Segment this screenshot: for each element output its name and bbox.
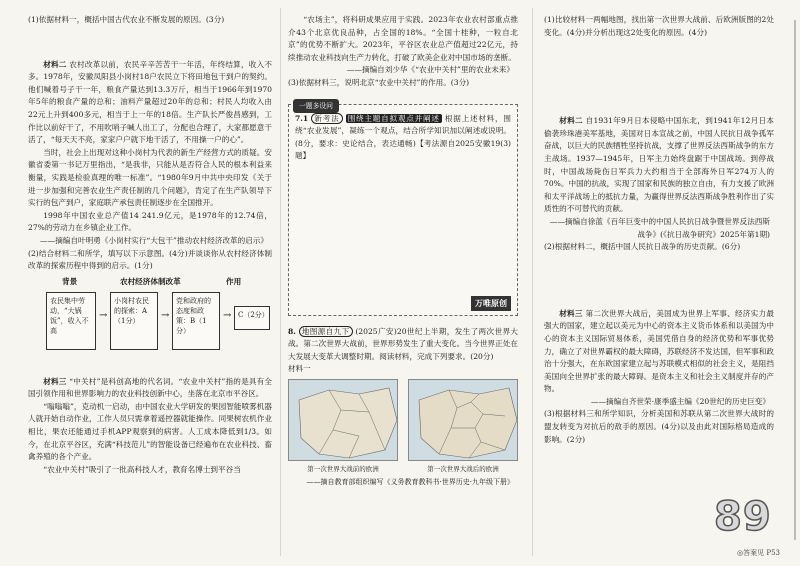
material-3-war-source: ——摘编自齐世荣·康季盛主编《20世纪的历史巨变》 [590, 396, 770, 406]
flow-box-b: 党和政府的态度和政策：B（1分） [172, 292, 220, 350]
material-1-label: 材料一 [288, 364, 311, 374]
flow-box-background: 农民集中劳动，“大锅饭”，收入不高 [46, 292, 96, 350]
question-8-text: (2025广安)20世纪上半期，发生了两次世界大战。第二次世界大战前，世界形势发生了重大变化。当今世界正处在大发展大变革大调整时期。阅读材料，完成下列要求。(20分) [288, 326, 519, 361]
map-after-war [408, 379, 518, 476]
flow-box-a: 小岗村农民的探索：A（1分） [110, 292, 158, 350]
right-column [544, 14, 774, 446]
material-3-war-label: 材料三 [559, 308, 583, 318]
question-8-2: (2)根据材料二，概括中国人民抗日战争的历史贡献。(6分) [544, 242, 741, 252]
brand-badge: 万唯原创 [471, 296, 511, 311]
question-8 [288, 326, 518, 364]
material-2-label: 材料二 [43, 59, 67, 69]
question-7-1 [295, 113, 511, 163]
question-8-1: (1)比较材料一两幅地图，找出第一次世界大战前、后欧洲版图的2处变化。(4分)并分析出现这2处变化的原因。(4分) [544, 15, 774, 37]
material-2-war [544, 115, 774, 216]
answer-reference: ◎答案见 P53 [737, 549, 780, 557]
box-tag: 一题多设问 [293, 99, 339, 114]
material-3-text: “中关村”是科创高地的代名词。“农业中关村”指的是具有全国引领作用和世界影响力的农业科技创新中心，坐落在北京市平谷区。 [28, 376, 273, 399]
map-before-war [288, 379, 398, 476]
material-2-war-text: 自1931年9月日本侵略中国东北，到1941年12月日本偷袭珍珠港美军基地，美国对日本宣战之前，中国人民抗日战争孤军奋战，以巨大的民族牺牲坚持抗战，支撑了世界反法西斯战争的东方主战场。1937—1945年，日军主力始终盘踞于中国战场。到停战时，中国战场毙伤日军兵力大约相当于全部海外日军274万人的70%。中国的抗战，实现了国家和民族的独立自由，有力支援了欧洲和太平洋战场上的抵抗力量，为赢得世界反法西斯战争胜利作出了实质性的不可替代的贡献。 [544, 116, 774, 214]
map-source: ——摘自教育部组织编写《义务教育教科书·世界历史·九年级下册》 [306, 477, 514, 486]
europe-map-post-ww1 [408, 379, 518, 461]
question-3: (3)依据材料三，说明北京“农业中关村”的作用。(3分) [288, 77, 470, 87]
flow-header-reform: 农村经济体制改革 [120, 276, 181, 286]
map-pair [288, 379, 518, 476]
material-2-paragraph-2: 当时，社会上出现对这种小岗村为代表的新生产经营方式的质疑。安徽省委第一书记万里指出，“是我非，只能从是否符合人民的根本利益来衡量，实践是检验真理的唯一标准”。“1980年9月中共中央印发《关于进一步加强和完善农业生产责任制的几个问题》，肯定了在生产队领导下实行的包产到户，家庭联产承包责任制逐步在全国推开。 [28, 147, 272, 208]
material-3-paragraph-2: “嗡嗡嗡”，克动机一启动，由中国农业大学研发的果园智能喷雾机器人就开始自动作业，工作人员只需拿着遥控器就能操作。同果树农机作业相比，果农还能通过手机APP观察到的病害。人工成本降低到1/3。如今，在北京平谷区，充满“科技范儿”的智能设备已经遍布在农业科技、畜禽养殖的各个产业。 [28, 401, 272, 462]
material-3-war [544, 308, 774, 396]
topic-highlight: 围绕主题自拟观点并阐述 [347, 113, 440, 123]
column-divider [532, 8, 533, 556]
map-caption-before: 第一次世界大战前的欧洲 [307, 464, 379, 473]
material-3-war-text: 第二次世界大战后，美国成为世界上军事、经济实力最强大的国家，建立起以美元为中心的资本主义货币体系和以美国为中心的资本主义国际贸易体系，美国凭借自身的经济优势和军事优势力，确立了对世界霸权的最大障碍，苏联经济不发达国，但军事和政治十分强大，在东欧国家建立起与苏联模式相似的社会主义，是阻挡美国向全世界扩张的最大障碍。是资本主义和社会主义制度并存的产物。 [544, 308, 775, 394]
question-8-number: 8. [288, 326, 296, 336]
new-method-badge: 新考法 [311, 113, 342, 124]
question-7-1-text: 根据上述材料，围绕“农业发展”，凝练一个观点，结合所学知识加以阐述或说明。(8分，要求：史论结合，表达通畅)【考法源自2025安徽19(3)题】 [295, 113, 512, 161]
material-2 [28, 59, 272, 147]
material-2-text: 农村改革以前，农民辛辛苦苦干一年活，年终结算，收入不多。1978年，安徽凤阳县小岗村18户农民立下将田地包干到户的契约。他们喊着号子干一年，粮食产量达到13.3万斤，相当于1966年到1970年5年的粮食产量的总和；油料产量超过20年的总和；村民人均收入由22元上升到400多元，相当于上一年的18倍。生产队长严俊昌感到，工作比以前好干了，不用吹哨子喊人出工了，分配也合理了，大家都愿意干活了，“每天天不亮，家家户户就下地干活了，不用操一户的心”。 [28, 59, 273, 145]
middle-column [288, 14, 518, 488]
material-2-war-label: 材料二 [559, 116, 583, 126]
map-caption-after: 第一次世界大战后的欧洲 [427, 464, 499, 473]
material-3-paragraph-3: “农业中关村”吸引了一批高科技人才，教育名博士到平谷当 [43, 464, 241, 474]
map-source-tag: 地图源自九下 [299, 326, 353, 337]
page-edge-rule [794, 20, 796, 540]
page-number: 89 [714, 494, 772, 540]
flow-arrow-icon: → [161, 309, 170, 321]
reform-flow-diagram [28, 276, 272, 376]
material-2-paragraph-3: 1998年中国农业总产值14 241.9亿元，是1978年的12.74倍，27%的劳动力在乡镇企业工作。 [28, 210, 272, 233]
left-column [28, 14, 272, 476]
flow-arrow-icon: → [223, 309, 232, 321]
material-3-label: 材料三 [43, 376, 67, 386]
question-7-1-number: 7.1 [295, 113, 309, 123]
material-3-source: ——摘编自刘少华《“农业中关村”里的农业未来》 [346, 65, 514, 75]
material-3 [28, 376, 272, 401]
europe-map-pre-ww1 [288, 379, 398, 461]
material-2-war-source: ——摘编自徐蓝《百年巨变中的中国人民抗日战争暨世界反法西斯战争》(《抗日战争研究》2025年第1期) [549, 216, 770, 239]
question-1: (1)依据材料一，概括中国古代农业不断发展的原因。(3分) [28, 15, 225, 24]
material-3-continued: “农场主”，将科研成果应用于实践。2023年农业农村部重点推介43个北京优良品种，占全国的18%。“全国十桂种，一粒自北京”的优势不断扩大。2023年，平谷区农业总产值超过22亿元，持续推动农业科技向生产力转化，打破了欧美企业对中国市场的垄断。 [288, 15, 518, 62]
column-divider [280, 8, 281, 556]
flow-header-background: 背景 [62, 276, 78, 286]
flow-box-c: C（2分） [234, 306, 270, 330]
material-2-source: ——摘编自叶明勇《小岗村实行“大包干”推动农村经济改革的启示》 [40, 235, 268, 245]
multi-question-box [288, 101, 518, 316]
question-8-3: (3)根据材料三和所学知识，分析美国和苏联从第二次世界大战时的盟友转变为对抗后的敌手的原因。(4分)以及由此对国际格局造成的影响。(2分) [544, 409, 774, 444]
flow-arrow-icon: → [99, 309, 108, 321]
question-2: (2)结合材料二和所学，填写以下示意图。(4分)并谈谈你从农村经济体制改革的探索历程中得到的启示。(1分) [28, 248, 272, 271]
flow-header-effect: 作用 [226, 276, 242, 286]
